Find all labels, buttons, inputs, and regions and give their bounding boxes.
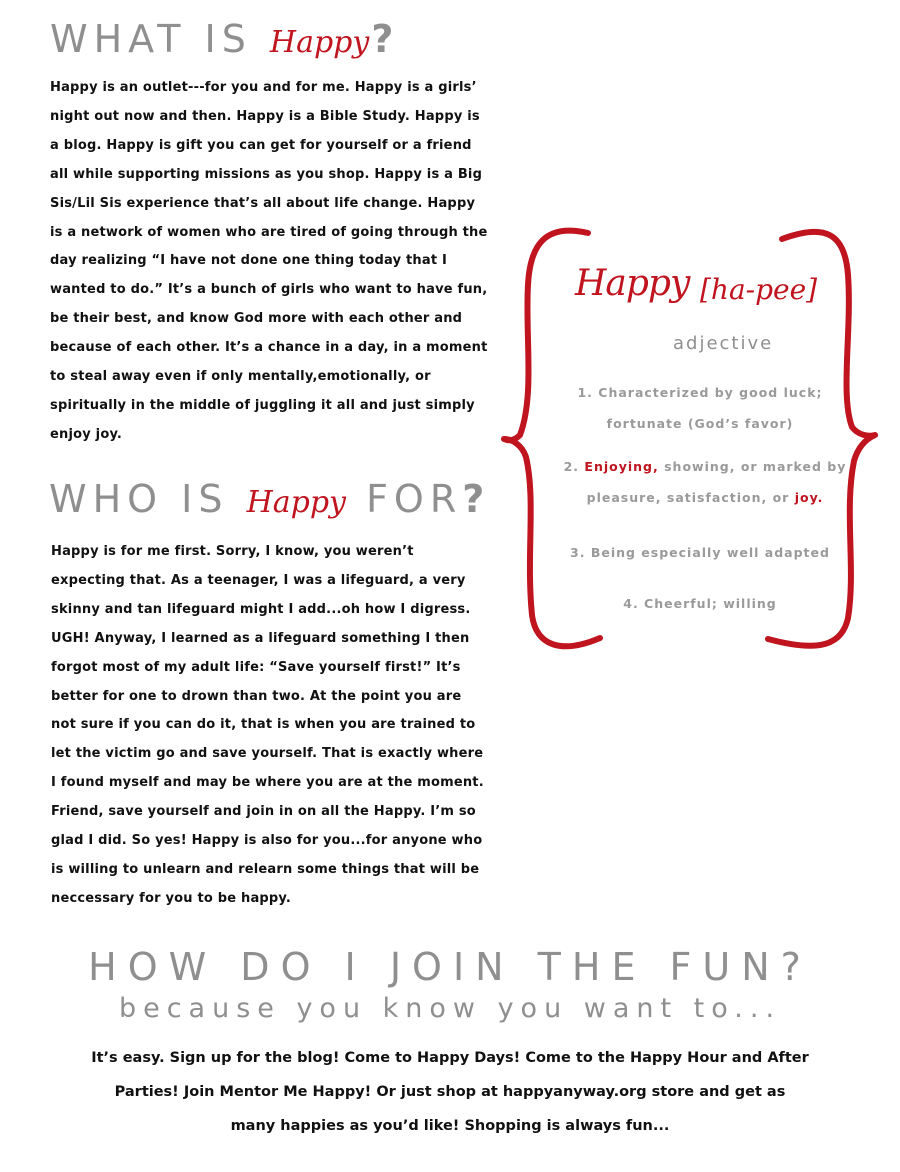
item-text: showing, or marked by pleasure, satisfaction, or <box>586 459 847 505</box>
who-is-happy-for-heading <box>49 477 485 521</box>
definition-pronunciation: [ha-pee] <box>700 273 818 306</box>
happy-script-word: Happy <box>269 25 370 60</box>
definition-item-3: 3. Being especially well adapted <box>570 545 830 560</box>
definition-box <box>500 225 880 665</box>
item-number: 2. <box>563 459 580 474</box>
heading-text-for: FOR <box>366 477 463 521</box>
what-is-happy-heading <box>50 17 394 61</box>
definition-item-2 <box>560 451 850 513</box>
what-is-happy-paragraph: Happy is an outlet---for you and for me. Happy is a girls’ night out now and then. Happy is a Bible Study. Happy is a blog. Happy is gift you can get for yourself or a friend all while supporting missions as you shop. Happy is a Big Sis/Lil Sis experience that’s all about life change. Happy is a network of women who are tired of going through the day realizing “I have not done one thing today that I wanted to do.” It’s a bunch of girls who want to have fun, be their best, and know God more with each other and because of each other. It’s a chance in a day, in a moment to steal away even if only mentally,emotionally, or spiritually in the middle of juggling it all and just simply enjoy joy. <box>50 80 488 442</box>
heading-text: WHO IS <box>49 477 229 521</box>
part-of-speech: adjective <box>673 333 774 354</box>
question-mark: ? <box>371 17 394 61</box>
join-paragraph: It’s easy. Sign up for the blog! Come to Happy Days! Come to the Happy Hour and After Parties! Join Mentor Me Happy! Or just shop at happyanyway.org store and get as many happies as you’d like! Shopping is always fun... <box>91 1050 809 1134</box>
highlight-joy: joy. <box>794 490 824 505</box>
who-is-happy-for-paragraph: Happy is for me first. Sorry, I know, you weren’t expecting that. As a teenager, I was a lifeguard, a very skinny and tan lifeguard might I add...oh how I digress. UGH! Anyway, I learned as a lifeguard something I then forgot most of my adult life: “Save yourself first!” It’s better for one to drown than two. At the point you are not sure if you can do it, that is when you are trained to let the victim go and save yourself. That is exactly where I found myself and may be where you are at the moment. Friend, save yourself and join in on all the Happy. I’m so glad I did. So yes! Happy is also for you...for anyone who is willing to unlearn and relearn some things that will be neccessary for you to be happy. <box>51 544 484 906</box>
definition-item-1: 1. Characterized by good luck; fortunate (God’s favor) <box>577 385 823 431</box>
happy-script-word: Happy <box>246 485 346 520</box>
question-mark: ? <box>462 477 485 521</box>
join-heading: HOW DO I JOIN THE FUN? <box>88 945 812 989</box>
definition-item-4: 4. Cheerful; willing <box>623 596 777 611</box>
heading-text: WHAT IS <box>50 17 252 61</box>
join-subheading: because you know you want to... <box>118 993 782 1024</box>
definition-word: Happy <box>575 263 690 304</box>
highlight-enjoying: Enjoying, <box>584 459 659 474</box>
